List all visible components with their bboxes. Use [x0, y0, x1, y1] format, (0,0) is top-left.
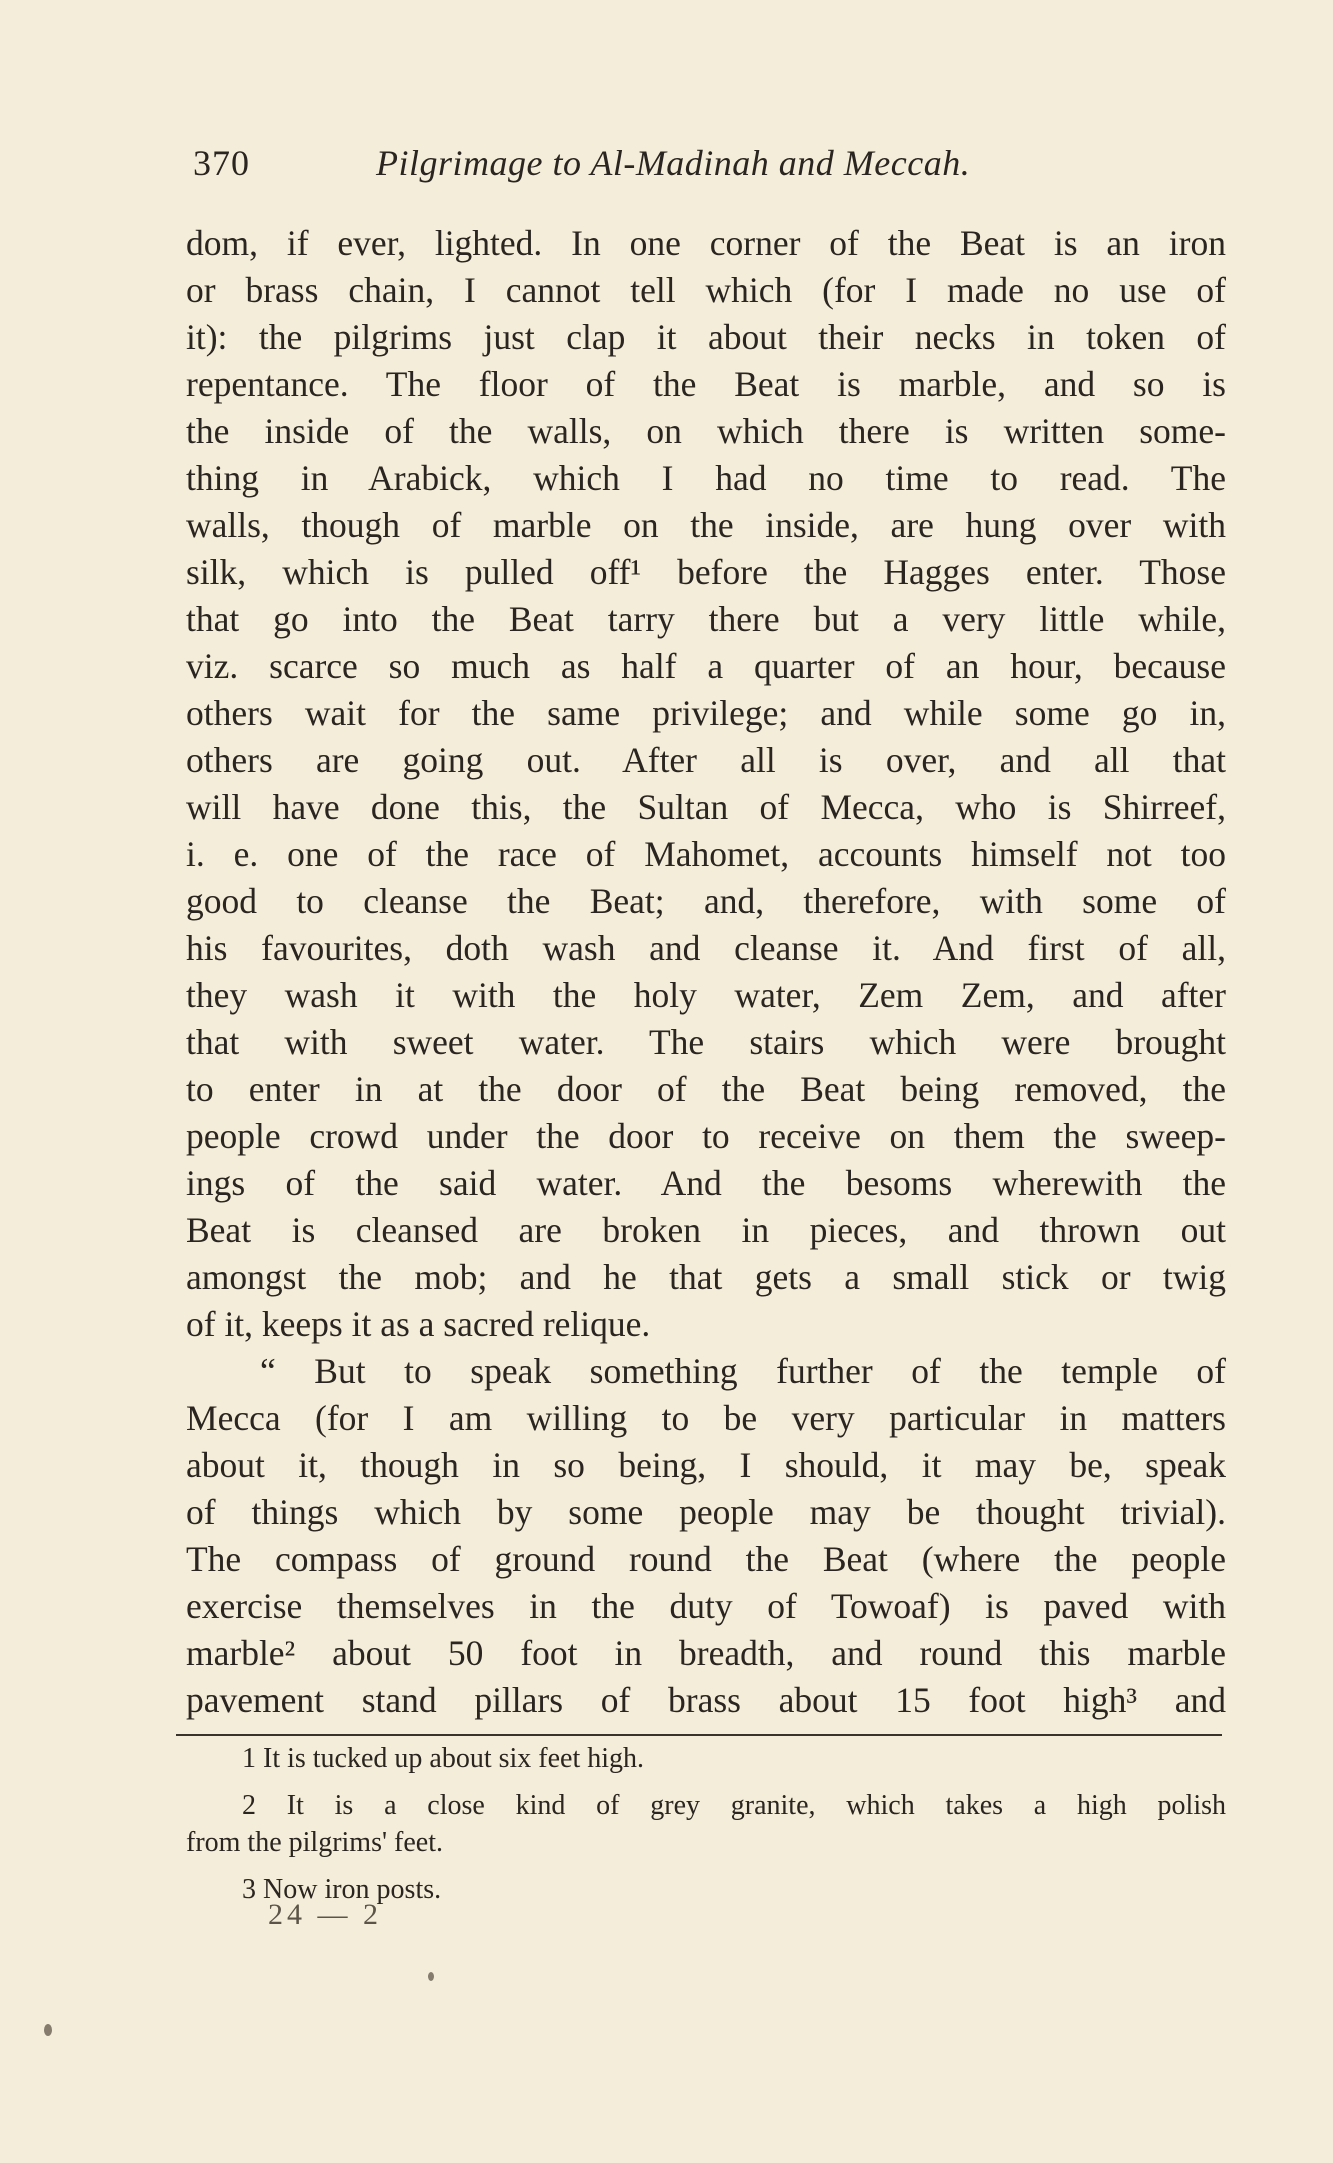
text-line: of it, keeps it as a sacred relique. — [186, 1304, 651, 1344]
text-line: amongst the mob; and he that gets a small stick or twig — [186, 1257, 1226, 1297]
text-line: that with sweet water. The stairs which were brought — [186, 1022, 1226, 1062]
text-line: The compass of ground round the Beat (where the people — [186, 1539, 1226, 1579]
text-line: i. e. one of the race of Mahomet, accounts himself not too — [186, 834, 1226, 874]
text-line: pavement stand pillars of brass about 15 foot high³ and — [186, 1680, 1226, 1720]
text-line: of things which by some people may be thought trivial). — [186, 1492, 1226, 1532]
text-line: dom, if ever, lighted. In one corner of the Beat is an iron — [186, 223, 1226, 263]
text-line: will have done this, the Sultan of Mecca, who is Shirreef, — [186, 787, 1226, 827]
text-line: walls, though of marble on the inside, are hung over with — [186, 505, 1226, 545]
text-line: silk, which is pulled off¹ before the Hagges enter. Those — [186, 552, 1226, 592]
page-number: 370 — [193, 143, 250, 183]
footnote: 3 Now iron posts. — [242, 1874, 442, 1905]
text-line: viz. scarce so much as half a quarter of an hour, because — [186, 646, 1226, 686]
text-line: ings of the said water. And the besoms wherewith the — [186, 1163, 1226, 1203]
text-line: others wait for the same privilege; and while some go in, — [186, 693, 1226, 733]
ink-speck — [428, 1972, 434, 1981]
text-line: repentance. The floor of the Beat is marble, and so is — [186, 364, 1226, 404]
text-line: Beat is cleansed are broken in pieces, and thrown out — [186, 1210, 1226, 1250]
text-line: people crowd under the door to receive on them the sweep- — [186, 1116, 1226, 1156]
footnote-gap — [186, 1777, 1226, 1787]
running-title: Pilgrimage to Al-Madinah and Meccah. — [376, 143, 971, 183]
text-line: Mecca (for I am willing to be very particular in matters — [186, 1398, 1226, 1438]
footnotes — [186, 1740, 1226, 1908]
text-line: that go into the Beat tarry there but a very little while, — [186, 599, 1226, 639]
text-line: they wash it with the holy water, Zem Zem, and after — [186, 975, 1226, 1015]
text-line: thing in Arabick, which I had no time to read. The — [186, 458, 1226, 498]
ink-speck — [44, 2024, 52, 2036]
text-line: good to cleanse the Beat; and, therefore, with some of — [186, 881, 1226, 921]
footnote: 1 It is tucked up about six feet high. — [242, 1743, 645, 1774]
footnote-rule — [176, 1734, 1222, 1736]
text-line: his favourites, doth wash and cleanse it. And first of all, — [186, 928, 1226, 968]
text-line: others are going out. After all is over, and all that — [186, 740, 1226, 780]
text-line: or brass chain, I cannot tell which (for I made no use of — [186, 270, 1226, 310]
footnote: 2 It is a close kind of grey granite, which takes a high polish — [242, 1790, 1226, 1821]
text-line: it): the pilgrims just clap it about their necks in token of — [186, 317, 1226, 357]
text-line: the inside of the walls, on which there is written some- — [186, 411, 1226, 451]
text-line: “ But to speak something further of the temple of — [260, 1351, 1226, 1391]
text-line: marble² about 50 foot in breadth, and round this marble — [186, 1633, 1226, 1673]
text-line: exercise themselves in the duty of Towoaf) is paved with — [186, 1586, 1226, 1626]
text-line: to enter in at the door of the Beat being removed, the — [186, 1069, 1226, 1109]
footnote-continuation: from the pilgrims' feet. — [186, 1827, 443, 1858]
page-header — [186, 142, 1216, 192]
text-line: about it, though in so being, I should, it may be, speak — [186, 1445, 1226, 1485]
footnote-gap — [186, 1861, 1226, 1871]
body-text — [186, 220, 1226, 1724]
printer-signature: 24 — 2 — [268, 1898, 382, 1931]
